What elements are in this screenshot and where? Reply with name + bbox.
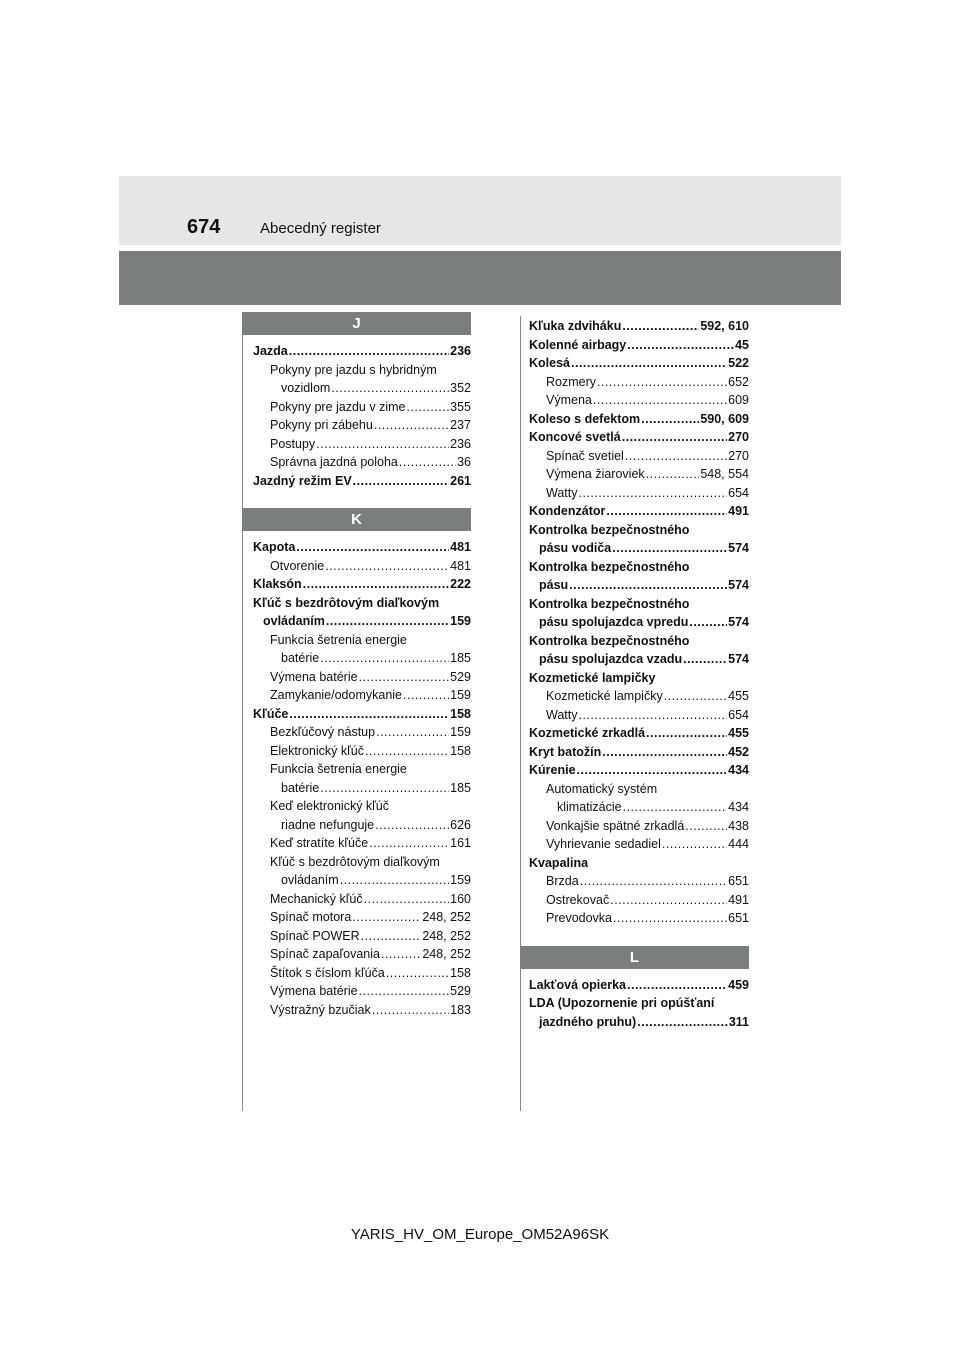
dot-leader (580, 872, 727, 891)
index-entry (253, 416, 471, 435)
dot-leader (571, 354, 727, 373)
entry-page-number: 160 (450, 891, 471, 906)
dot-leader (578, 484, 727, 503)
dot-leader (610, 891, 727, 910)
entry-page-number: 459 (728, 977, 749, 992)
dot-leader (597, 373, 727, 392)
entry-label: riadne nefunguje (281, 817, 375, 832)
entry-page-number: 651 (728, 874, 749, 888)
entry-label: Spínač svetiel (546, 448, 624, 463)
index-entry (253, 834, 471, 853)
entry-label: Funkcia šetrenia energie (270, 762, 407, 776)
entry-page-number: 311 (728, 1014, 749, 1029)
entry-label: jazdného pruhu) (539, 1014, 637, 1029)
dot-leader (664, 687, 727, 706)
dot-leader (637, 1013, 728, 1032)
index-entry (253, 398, 471, 417)
entry-label: Kolenné airbagy (529, 337, 627, 352)
index-entry (529, 1013, 749, 1032)
index-entry (529, 724, 749, 743)
dot-leader (578, 706, 727, 725)
entry-label: Watty (546, 485, 578, 500)
dot-leader (372, 1001, 449, 1020)
dot-leader (625, 447, 727, 466)
index-entry (253, 705, 471, 724)
index-entry (529, 465, 749, 484)
entry-label: Mechanický kľúč (270, 891, 363, 906)
index-entry (253, 594, 471, 613)
index-entry (529, 761, 749, 780)
index-entry (529, 650, 749, 669)
entry-page-number: 529 (450, 984, 471, 998)
index-entry (253, 612, 471, 631)
dot-leader (606, 502, 727, 521)
entry-label: Spínač motora (270, 910, 352, 924)
dot-leader (352, 908, 421, 927)
index-entry (253, 453, 471, 472)
index-entry (529, 521, 749, 540)
entry-page-number: 45 (735, 337, 749, 352)
entry-label: Kryt batožín (529, 744, 602, 759)
entry-page-number: 592, 610 (700, 319, 749, 333)
index-entry (253, 342, 471, 361)
section-spacer (520, 928, 749, 946)
index-entry-list (242, 538, 471, 1019)
index-entry (253, 361, 471, 380)
entry-label: Klaksón (253, 577, 302, 591)
dot-leader (627, 336, 734, 355)
entry-label: Koleso s defektom (529, 411, 641, 426)
entry-label: Kľúč s bezdrôtovým diaľkovým (270, 854, 440, 869)
entry-label: pásu (539, 578, 569, 592)
entry-label: Štítok s číslom kľúča (270, 965, 385, 980)
index-entry (529, 780, 749, 799)
entry-page-number: 270 (728, 448, 749, 463)
index-entry (529, 576, 749, 595)
index-entry (253, 379, 471, 398)
dot-leader (622, 428, 727, 447)
page-number: 674 (187, 216, 221, 238)
entry-label: Otvorenie (270, 558, 325, 573)
entry-label: vozidlom (281, 381, 331, 395)
entry-page-number: 248, 252 (422, 947, 471, 961)
index-entry (253, 1001, 471, 1020)
entry-label: Keď elektronický kľúč (270, 799, 390, 813)
entry-label: Kľúče (253, 706, 289, 721)
index-entry (253, 760, 471, 779)
dot-leader (364, 890, 450, 909)
dot-leader (613, 909, 727, 928)
entry-label: Kozmetické zrkadlá (529, 726, 646, 740)
section-spacer (242, 490, 471, 508)
entry-page-number: 652 (728, 374, 749, 389)
entry-page-number: 574 (728, 541, 749, 555)
entry-label: Kozmetické lampičky (529, 670, 656, 685)
entry-page-number: 248, 252 (422, 928, 471, 943)
header-band (119, 176, 841, 245)
entry-page-number: 452 (728, 744, 749, 759)
entry-label: Vyhrievanie sedadiel (546, 837, 661, 851)
entry-label: Spínač zapaľovania (270, 947, 380, 961)
dot-leader (406, 398, 449, 417)
index-entry (253, 853, 471, 872)
dot-leader (361, 927, 422, 946)
index-entry (253, 871, 471, 890)
entry-page-number: 574 (728, 578, 749, 592)
dot-leader (386, 964, 449, 983)
entry-page-number: 481 (450, 540, 471, 554)
dot-leader (359, 982, 450, 1001)
entry-label: Spínač POWER (270, 928, 360, 943)
index-entry (253, 964, 471, 983)
index-entry (529, 817, 749, 836)
index-entry (253, 668, 471, 687)
dot-leader (403, 686, 449, 705)
index-entry (529, 798, 749, 817)
document-code: YARIS_HV_OM_Europe_OM52A96SK (350, 1226, 610, 1243)
entry-page-number: 455 (728, 726, 749, 740)
index-entry (253, 538, 471, 557)
index-entry (529, 743, 749, 762)
entry-page-number: 236 (450, 436, 471, 451)
entry-label: Elektronický kľúč (270, 743, 364, 758)
dot-leader (320, 779, 449, 798)
dot-leader (289, 342, 449, 361)
entry-label: Watty (546, 707, 578, 722)
dot-leader (622, 317, 699, 336)
dot-leader (685, 817, 727, 836)
index-entry (529, 632, 749, 651)
entry-page-number: 352 (450, 381, 471, 395)
dot-leader (381, 945, 421, 964)
dot-leader (569, 576, 727, 595)
index-entry (253, 649, 471, 668)
dot-leader (683, 650, 727, 669)
entry-label: Prevodovka (546, 911, 613, 925)
index-entry (529, 669, 749, 688)
dot-leader (340, 871, 449, 890)
entry-page-number: 36 (457, 455, 471, 469)
entry-label: Kontrolka bezpečnostného (529, 596, 690, 611)
index-entry (529, 410, 749, 429)
page-title: Abecedný register (260, 220, 381, 237)
entry-label: Lakťová opierka (529, 977, 627, 992)
entry-label: Keď stratíte kľúče (270, 836, 369, 850)
section-letter-bar: J (242, 312, 471, 335)
entry-label: Rozmery (546, 374, 597, 389)
index-entry (253, 723, 471, 742)
entry-page-number: 590, 609 (700, 411, 749, 426)
index-entry (253, 631, 471, 650)
dot-leader (316, 435, 449, 454)
header-bar (119, 251, 841, 305)
dot-leader (353, 472, 449, 491)
entry-page-number: 248, 252 (422, 910, 471, 924)
entry-label: batérie (281, 780, 320, 795)
entry-label: Brzda (546, 874, 579, 888)
index-entry (529, 428, 749, 447)
entry-label: Správna jazdná poloha (270, 455, 398, 469)
index-entry (253, 472, 471, 491)
section-letter-bar: L (520, 946, 749, 969)
index-entry (529, 909, 749, 928)
entry-label: Kozmetické lampičky (546, 689, 663, 703)
entry-page-number: 574 (728, 615, 749, 629)
dot-leader (325, 557, 449, 576)
dot-leader (577, 761, 728, 780)
entry-page-number: 654 (728, 485, 749, 500)
dot-leader (296, 538, 449, 557)
index-entry (529, 891, 749, 910)
dot-leader (320, 649, 449, 668)
dot-leader (662, 835, 727, 854)
entry-label: Pokyny pri zábehu (270, 418, 373, 432)
entry-label: Postupy (270, 436, 316, 451)
entry-label: ovládaním (281, 873, 339, 887)
index-entry (529, 336, 749, 355)
index-entry (253, 557, 471, 576)
entry-label: Pokyny pre jazdu s hybridným (270, 362, 437, 377)
section-letter-bar: K (242, 508, 471, 531)
dot-leader (612, 539, 727, 558)
entry-page-number: 236 (450, 344, 471, 358)
index-entry (529, 687, 749, 706)
entry-label: Automatický systém (546, 781, 658, 796)
entry-page-number: 185 (450, 651, 471, 665)
index-entry (253, 779, 471, 798)
entry-page-number: 481 (450, 558, 471, 573)
entry-label: batérie (281, 651, 320, 665)
entry-page-number: 654 (728, 707, 749, 722)
entry-page-number: 529 (450, 669, 471, 684)
index-entry (529, 872, 749, 891)
entry-label: pásu spolujazdca vpredu (539, 615, 689, 629)
dot-leader (646, 465, 700, 484)
entry-label: Kontrolka bezpečnostného (529, 522, 690, 537)
entry-label: Kľúč s bezdrôtovým diaľkovým (253, 595, 440, 610)
entry-label: klimatizácie (557, 800, 622, 814)
entry-label: Kontrolka bezpečnostného (529, 559, 690, 574)
entry-label: Výmena (546, 393, 592, 407)
entry-page-number: 455 (728, 689, 749, 703)
index-entry (529, 354, 749, 373)
index-entry (253, 435, 471, 454)
index-entry (529, 502, 749, 521)
dot-leader (689, 613, 727, 632)
entry-label: pásu vodiča (539, 541, 612, 555)
entry-page-number: 159 (450, 725, 471, 739)
index-entry (529, 484, 749, 503)
entry-label: Kolesá (529, 356, 570, 370)
dot-leader (374, 416, 449, 435)
dot-leader (369, 834, 449, 853)
entry-label: Vonkajšie spätné zrkadlá (546, 818, 685, 833)
dot-leader (326, 612, 449, 631)
index-entry (253, 982, 471, 1001)
dot-leader (646, 724, 727, 743)
entry-page-number: 159 (450, 873, 471, 887)
dot-leader (399, 453, 456, 472)
index-entry (529, 595, 749, 614)
dot-leader (303, 575, 450, 594)
entry-page-number: 159 (450, 688, 471, 702)
entry-page-number: 438 (728, 818, 749, 833)
entry-label: Kvapalina (529, 855, 589, 870)
dot-leader (627, 976, 727, 995)
entry-page-number: 237 (450, 418, 471, 432)
entry-label: Kúrenie (529, 763, 576, 777)
index-column-2 (520, 317, 749, 1031)
entry-label: Kapota (253, 540, 296, 554)
entry-page-number: 626 (450, 817, 471, 832)
index-entry (253, 797, 471, 816)
index-entry (529, 558, 749, 577)
dot-leader (593, 391, 727, 410)
dot-leader (365, 742, 449, 761)
index-entry (253, 575, 471, 594)
index-entry (529, 994, 749, 1013)
entry-label: Zamykanie/odomykanie (270, 688, 403, 702)
dot-leader (623, 798, 728, 817)
entry-page-number: 434 (728, 800, 749, 814)
entry-page-number: 270 (728, 430, 749, 444)
entry-label: Kľuka zdviháku (529, 319, 622, 333)
entry-page-number: 355 (450, 399, 471, 414)
entry-label: Funkcia šetrenia energie (270, 632, 407, 647)
entry-label: Výmena batérie (270, 669, 358, 684)
index-entry-list (520, 976, 749, 1032)
entry-page-number: 222 (450, 577, 471, 591)
entry-label: Koncové svetlá (529, 430, 621, 444)
index-entry (529, 373, 749, 392)
index-entry (253, 927, 471, 946)
index-entry (253, 908, 471, 927)
entry-page-number: 185 (450, 780, 471, 795)
index-entry-list (242, 342, 471, 490)
entry-page-number: 158 (450, 743, 471, 758)
index-entry (253, 742, 471, 761)
index-entry (529, 976, 749, 995)
entry-page-number: 159 (450, 614, 471, 628)
entry-label: Pokyny pre jazdu v zime (270, 399, 406, 414)
dot-leader (359, 668, 450, 687)
entry-page-number: 434 (728, 763, 749, 777)
index-entry (529, 835, 749, 854)
entry-page-number: 158 (450, 965, 471, 980)
index-entry (529, 539, 749, 558)
index-entry-list (520, 317, 749, 928)
index-entry (529, 391, 749, 410)
index-entry (529, 854, 749, 873)
entry-label: Jazda (253, 344, 288, 358)
dot-leader (289, 705, 449, 724)
entry-page-number: 161 (450, 836, 471, 850)
index-entry (529, 613, 749, 632)
entry-page-number: 609 (728, 393, 749, 407)
entry-page-number: 522 (728, 356, 749, 370)
index-entry (529, 706, 749, 725)
entry-page-number: 261 (450, 473, 471, 488)
dot-leader (376, 723, 449, 742)
index-entry (253, 890, 471, 909)
entry-label: ovládaním (263, 614, 325, 628)
entry-label: LDA (Upozornenie pri opúšťaní (529, 996, 715, 1010)
dot-leader (602, 743, 727, 762)
index-column-1 (242, 312, 471, 1019)
entry-label: Jazdný režim EV (253, 473, 352, 488)
entry-page-number: 183 (450, 1002, 471, 1017)
entry-label: Ostrekovač (546, 892, 610, 907)
entry-page-number: 491 (728, 892, 749, 907)
dot-leader (331, 379, 449, 398)
entry-page-number: 574 (728, 652, 749, 666)
entry-page-number: 444 (728, 837, 749, 851)
entry-label: Výmena žiaroviek (546, 467, 645, 481)
dot-leader (641, 410, 699, 429)
entry-label: pásu spolujazdca vzadu (539, 652, 683, 666)
index-entry (253, 945, 471, 964)
entry-label: Výstražný bzučiak (270, 1002, 371, 1017)
index-entry (253, 686, 471, 705)
entry-page-number: 651 (728, 911, 749, 925)
entry-label: Kontrolka bezpečnostného (529, 633, 690, 648)
index-entry (529, 447, 749, 466)
entry-page-number: 548, 554 (700, 467, 749, 481)
entry-label: Kondenzátor (529, 504, 606, 518)
index-entry (253, 816, 471, 835)
entry-page-number: 491 (728, 504, 749, 518)
entry-page-number: 158 (450, 706, 471, 721)
dot-leader (375, 816, 449, 835)
entry-label: Bezkľúčový nástup (270, 725, 376, 739)
index-entry (529, 317, 749, 336)
entry-label: Výmena batérie (270, 984, 358, 998)
